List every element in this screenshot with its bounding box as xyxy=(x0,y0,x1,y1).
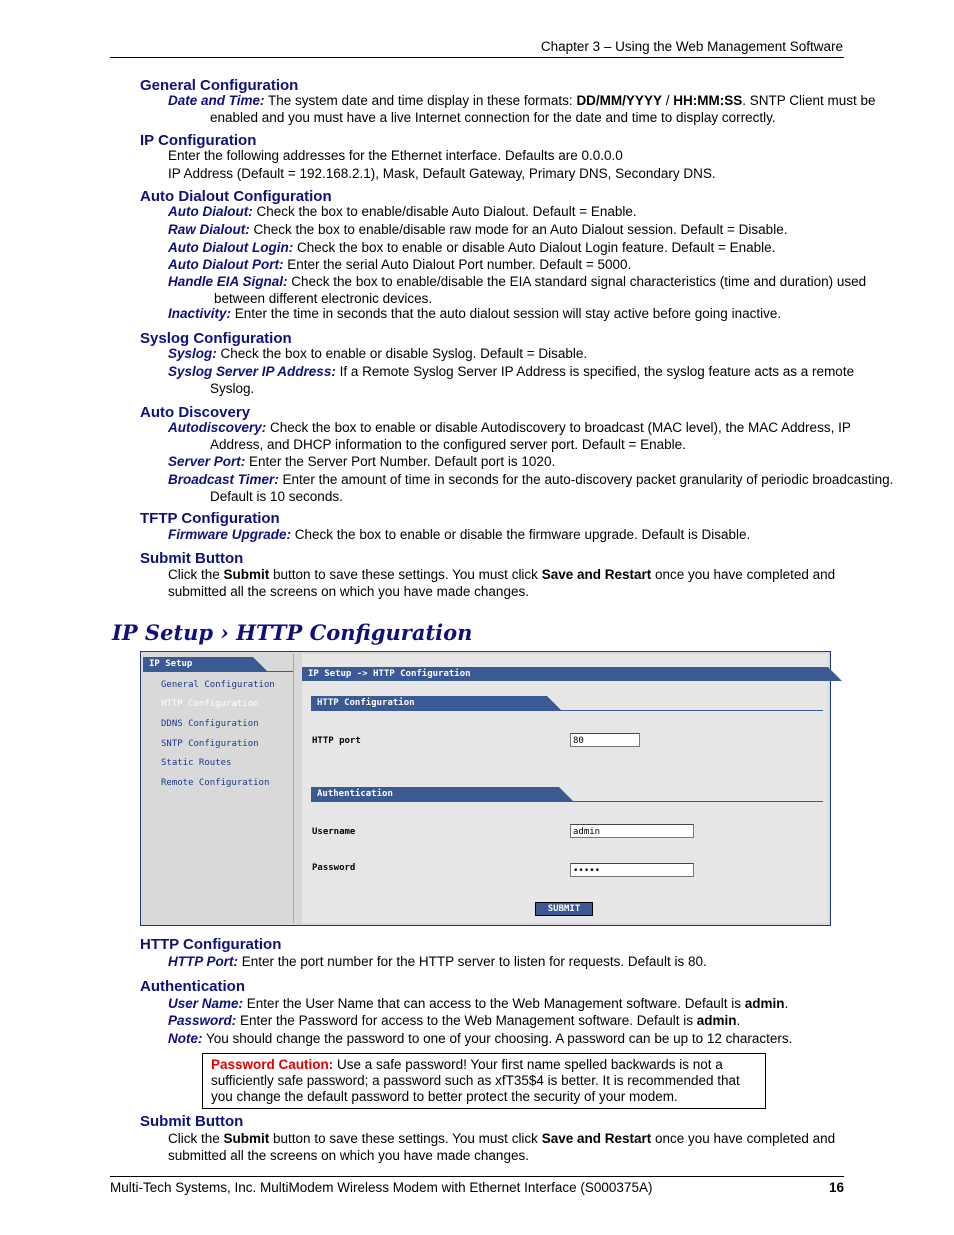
heading-general: General Configuration xyxy=(140,77,299,94)
item-auto-dialout xyxy=(168,204,858,221)
left-nav-panel xyxy=(143,654,294,923)
menu-item-ddns[interactable]: DDNS Configuration xyxy=(161,719,259,729)
heading-auth-desc: Authentication xyxy=(140,978,245,995)
para-ip-1: Enter the following addresses for the Ethernet interface. Defaults are 0.0.0.0 xyxy=(168,148,623,163)
menu-item-remote[interactable]: Remote Configuration xyxy=(161,778,270,788)
heading-ip: IP Configuration xyxy=(140,132,257,149)
footer xyxy=(110,1180,844,1195)
heading-syslog: Syslog Configuration xyxy=(140,330,292,347)
auth-section-line xyxy=(311,801,823,802)
text: The system date and time display in these formats: xyxy=(264,93,577,108)
left-tab-header: IP Setup xyxy=(143,657,253,671)
term: Handle EIA Signal: xyxy=(168,274,288,289)
para-ip-2: IP Address (Default = 192.168.2.1), Mask, Default Gateway, Primary DNS, Secondary DNS. xyxy=(168,166,716,181)
text: Check the box to enable or disable the firmware upgrade. Default is Disable. xyxy=(291,527,751,542)
item-server-port xyxy=(168,454,858,471)
item-syslog-server xyxy=(168,364,900,397)
term: Firmware Upgrade: xyxy=(168,527,292,542)
menu-item-static-routes[interactable]: Static Routes xyxy=(161,758,232,768)
http-section-header: HTTP Configuration xyxy=(311,696,547,710)
footer-rule xyxy=(110,1176,844,1177)
item-inactivity xyxy=(168,306,858,323)
menu-item-general[interactable]: General Configuration xyxy=(161,680,275,690)
password-caution-box xyxy=(202,1053,766,1109)
term-date-time: Date and Time: xyxy=(168,93,265,108)
text: Click the xyxy=(168,1131,224,1146)
heading-submit-2: Submit Button xyxy=(140,1113,244,1130)
submit-button[interactable]: SUBMIT xyxy=(535,902,593,916)
bold: Submit xyxy=(223,1131,270,1146)
section-title: IP Setup › HTTP Configuration xyxy=(112,620,473,645)
bold: admin xyxy=(696,1013,737,1028)
para-date-time xyxy=(168,93,900,126)
heading-auto-dialout: Auto Dialout Configuration xyxy=(140,188,332,205)
text: . SNTP Client must be enabled and you must have a live Internet connection for the date and time to display correctly. xyxy=(210,93,876,125)
auth-section-header: Authentication xyxy=(311,787,559,801)
text: once you have completed and submitted all the screens on which you have made changes. xyxy=(168,1131,836,1163)
breadcrumb-bar: IP Setup -> HTTP Configuration xyxy=(302,667,828,681)
page-number: 16 xyxy=(828,1180,844,1195)
text: Click the xyxy=(168,567,224,582)
term: Broadcast Timer: xyxy=(168,472,279,487)
text: Enter the Password for access to the Web Management software. Default is xyxy=(236,1013,697,1028)
item-raw-dialout xyxy=(168,222,858,239)
term: Inactivity: xyxy=(168,306,232,321)
username-label: Username xyxy=(312,827,356,837)
bold: Submit xyxy=(223,567,270,582)
text: Check the box to enable or disable Autodiscovery to broadcast (MAC level), the MAC Address, IP Address, and DHCP information to the configured server port. Default = Enable. xyxy=(210,420,851,452)
http-port-input[interactable]: 80 xyxy=(570,733,640,747)
text: / xyxy=(661,93,674,108)
header-rule xyxy=(110,57,844,58)
format-time: HH:MM:SS xyxy=(673,93,743,108)
para-submit-1 xyxy=(168,567,858,600)
item-auto-dialout-port xyxy=(168,257,858,274)
term: Auto Dialout Login: xyxy=(168,240,294,255)
bold: admin xyxy=(744,996,785,1011)
term: Syslog: xyxy=(168,346,217,361)
text: You should change the password to one of your choosing. A password can be up to 12 characters. xyxy=(202,1031,793,1046)
text: Enter the serial Auto Dialout Port number. Default = 5000. xyxy=(283,257,632,272)
http-config-screenshot xyxy=(140,651,831,926)
heading-http-desc: HTTP Configuration xyxy=(140,936,282,953)
item-user-name: User Name: Enter the User Name that can access to the Web Management software. Default is admin. xyxy=(168,996,789,1011)
para-submit-2 xyxy=(168,1131,858,1164)
item-http-port xyxy=(168,954,858,971)
caution-text: Use a safe password! Your first name spelled backwards is not a sufficiently safe password; a password such as xfT35$4 is better. It is recommended that you change the default password to better protect the security of your modem. xyxy=(211,1057,740,1104)
item-note xyxy=(168,1031,858,1048)
text: Enter the port number for the HTTP server to listen for requests. Default is 80. xyxy=(238,954,707,969)
menu-item-http[interactable]: HTTP Configuration xyxy=(161,699,259,709)
term: Raw Dialout: xyxy=(168,222,250,237)
bold: Save and Restart xyxy=(541,1131,652,1146)
text: Check the box to enable/disable the EIA standard signal characteristics (time and duration) used between different electronic devices. xyxy=(214,274,867,306)
left-tab-line xyxy=(143,671,293,672)
text: Check the box to enable/disable raw mode for an Auto Dialout session. Default = Disable. xyxy=(249,222,788,237)
text: Check the box to enable/disable Auto Dialout. Default = Enable. xyxy=(252,204,637,219)
password-input[interactable]: ••••• xyxy=(570,863,694,877)
term: Autodiscovery: xyxy=(168,420,267,435)
text: If a Remote Syslog Server IP Address is specified, the syslog feature acts as a remote Syslog. xyxy=(210,364,855,396)
http-section-line xyxy=(311,710,823,711)
heading-discovery: Auto Discovery xyxy=(140,404,251,421)
text: Check the box to enable or disable Auto Dialout Login feature. Default = Enable. xyxy=(293,240,776,255)
text: once you have completed and submitted all the screens on which you have made changes. xyxy=(168,567,836,599)
text: Enter the time in seconds that the auto dialout session will stay active before going inactive. xyxy=(231,306,782,321)
text: Enter the Server Port Number. Default port is 1020. xyxy=(245,454,556,469)
menu-item-sntp[interactable]: SNTP Configuration xyxy=(161,739,259,749)
chapter-header: Chapter 3 – Using the Web Management Software xyxy=(540,39,843,54)
bold: Save and Restart xyxy=(541,567,652,582)
term: Auto Dialout Port: xyxy=(168,257,284,272)
http-port-label: HTTP port xyxy=(312,736,361,746)
caution-label: Password Caution: xyxy=(211,1057,334,1072)
term: Auto Dialout: xyxy=(168,204,253,219)
term: Note: xyxy=(168,1031,203,1046)
item-handle-eia xyxy=(168,274,874,307)
heading-submit-1: Submit Button xyxy=(140,550,244,567)
right-content-panel xyxy=(302,654,828,923)
text: button to save these settings. You must click xyxy=(269,567,542,582)
item-autodiscovery xyxy=(168,420,900,453)
format-date: DD/MM/YYYY xyxy=(576,93,662,108)
term: Server Port: xyxy=(168,454,246,469)
item-broadcast-timer xyxy=(168,472,900,505)
text: Enter the User Name that can access to the Web Management software. Default is xyxy=(243,996,745,1011)
term: HTTP Port: xyxy=(168,954,238,969)
text: Check the box to enable or disable Syslog. Default = Disable. xyxy=(216,346,588,361)
term: Syslog Server IP Address: xyxy=(168,364,336,379)
term: Password: xyxy=(168,1013,237,1028)
heading-tftp: TFTP Configuration xyxy=(140,510,280,527)
item-auto-dialout-login xyxy=(168,240,858,257)
footer-text: Multi-Tech Systems, Inc. MultiModem Wireless Modem with Ethernet Interface (S000375A) xyxy=(110,1180,653,1195)
password-label: Password xyxy=(312,863,356,873)
item-firmware-upgrade xyxy=(168,527,858,544)
term: User Name: xyxy=(168,996,244,1011)
text: Enter the amount of time in seconds for the auto-discovery packet granularity of periodic broadcasting. Default is 10 seconds. xyxy=(210,472,894,504)
username-input[interactable]: admin xyxy=(570,824,694,838)
text: button to save these settings. You must click xyxy=(269,1131,542,1146)
item-password: Password: Enter the Password for access to the Web Management software. Default is admin. xyxy=(168,1013,741,1028)
item-syslog xyxy=(168,346,858,363)
